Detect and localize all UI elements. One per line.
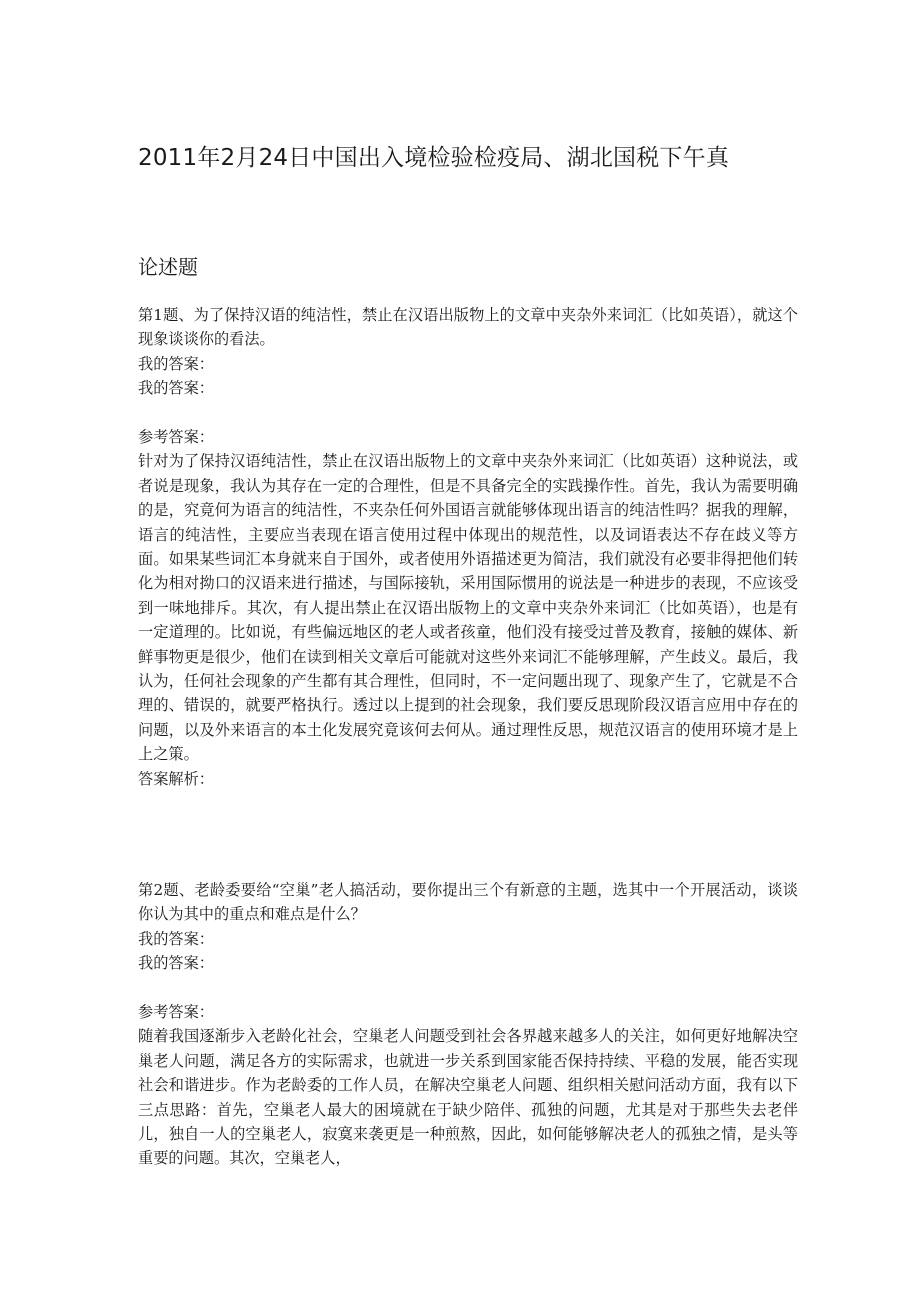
question-prompt: 第2题、老龄委要给“空巢”老人搞活动，要你提出三个有新意的主题，选其中一个开展活动，谈谈你认为其中的重点和难点是什么？ [138, 881, 798, 924]
question-1 [138, 303, 798, 791]
answer-analysis-label: 答案解析： [138, 769, 214, 788]
reference-answer-label: 参考答案： [138, 1003, 214, 1022]
my-answer-label: 我的答案： [138, 354, 214, 373]
question-prompt: 第1题、为了保持汉语的纯洁性，禁止在汉语出版物上的文章中夹杂外来词汇（比如英语），就这个现象谈谈你的看法。 [138, 306, 798, 349]
reference-answer: 随着我国逐渐步入老龄化社会，空巢老人问题受到社会各界越来越多人的关注，如何更好地解决空巢老人问题，满足各方的实际需求，也就进一步关系到国家能否保持持续、平稳的发展，能否实现社会和谐进步。作为老龄委的工作人员，在解决空巢老人问题、组织相关慰问活动方面，我有以下三点思路：首先，空巢老人最大的困境就在于缺少陪伴、孤独的问题，尤其是对于那些失去老伴儿，独自一人的空巢老人，寂寞来袭更是一种煎熬，因此，如何能够解决老人的孤独之情，是头等重要的问题。其次，空巢老人， [138, 1027, 798, 1168]
document-title: 2011年2月24日中国出入境检验检疫局、湖北国税下午真 [138, 145, 730, 171]
spacer [138, 401, 798, 425]
section-heading: 论述题 [138, 255, 198, 279]
my-answer-label: 我的答案： [138, 379, 214, 398]
my-answer-label: 我的答案： [138, 954, 214, 973]
question-2 [138, 878, 798, 1171]
spacer [138, 976, 798, 1000]
reference-answer: 针对为了保持汉语纯洁性，禁止在汉语出版物上的文章中夹杂外来词汇（比如英语）这种说法，或者说是现象，我认为其存在一定的合理性，但是不具备完全的实践操作性。首先，我认为需要明确的是，究竟何为语言的纯洁性，不夹杂任何外国语言就能够体现出语言的纯洁性吗？据我的理解，语言的纯洁性，主要应当表现在语言使用过程中体现出的规范性，以及词语表达不存在歧义等方面。如果某些词汇本身就来自于国外，或者使用外语描述更为简洁，我们就没有必要非得把他们转化为相对拗口的汉语来进行描述，与国际接轨，采用国际惯用的说法是一种进步的表现，不应该受到一味地排斥。其次，有人提出禁止在汉语出版物上的文章中夹杂外来词汇（比如英语），也是有一定道理的。比如说，有些偏远地区的老人或者孩童，他们没有接受过普及教育，接触的媒体、新鲜事物更是很少，他们在读到相关文章后可能就对这些外来词汇不能够理解，产生歧义。最后，我认为，任何社会现象的产生都有其合理性，但同时，不一定问题出现了、现象产生了，它就是不合理的、错误的，就要严格执行。透过以上提到的社会现象，我们要反思现阶段汉语言应用中存在的问题，以及外来语言的本土化发展究竟该何去何从。通过理性反思，规范汉语言的使用环境才是上上之策。 [138, 452, 798, 764]
reference-answer-label: 参考答案： [138, 428, 214, 447]
my-answer-label: 我的答案： [138, 929, 214, 948]
